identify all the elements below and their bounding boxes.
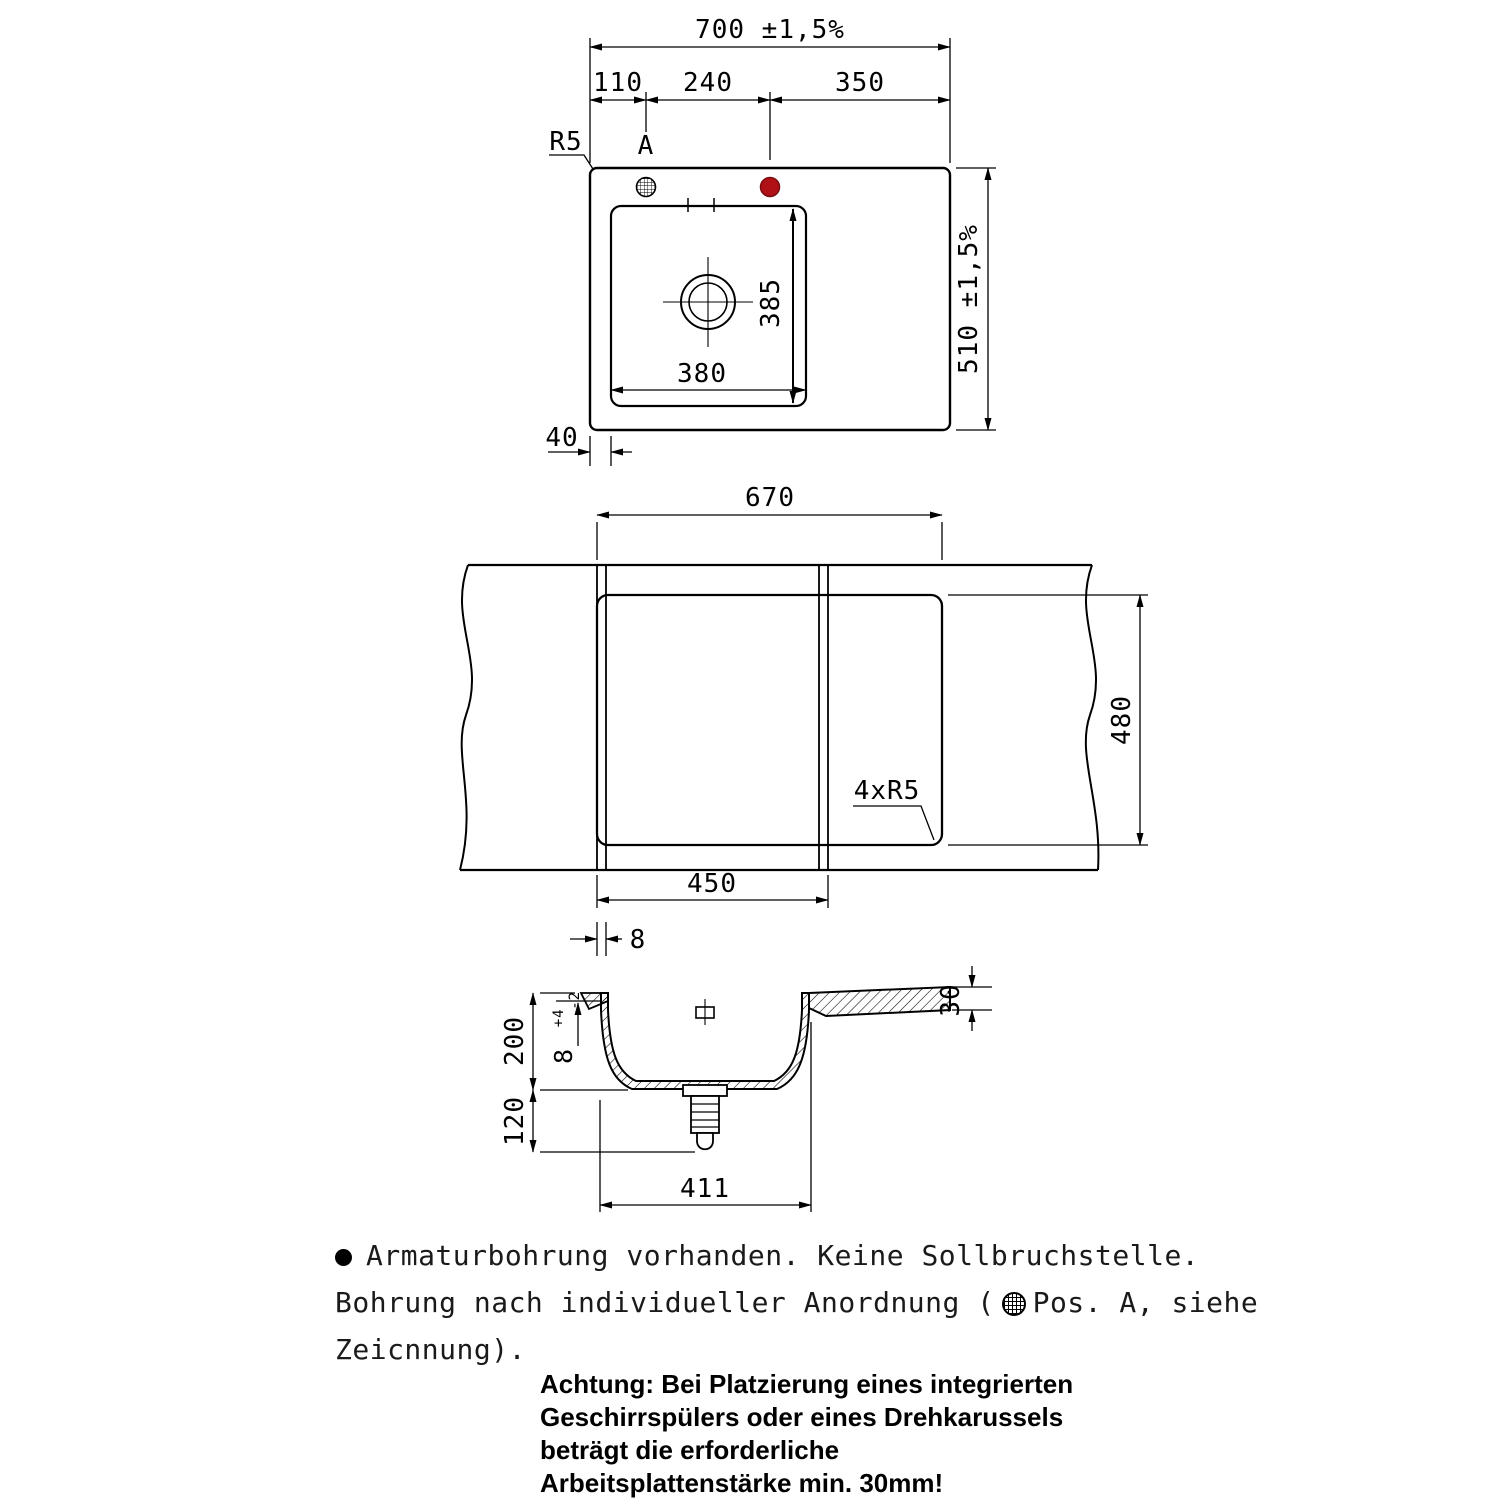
bowl-section-lines xyxy=(597,565,828,870)
note1-line2-pre: Bohrung nach individueller Anordnung ( xyxy=(335,1286,995,1319)
dim-8-reveal-label: 8 xyxy=(629,925,647,955)
dim-670-label: 670 xyxy=(745,483,795,513)
dim-380-label: 380 xyxy=(677,359,727,389)
dim-385-label: 385 xyxy=(756,278,786,328)
note1-line2-post: Pos. A, siehe xyxy=(1032,1286,1259,1319)
top-view xyxy=(545,15,996,466)
faucet-hole-section xyxy=(696,999,714,1025)
dim-rim-tol-minus: -2 xyxy=(567,990,583,1010)
note2-line4: Arbeitsplattenstärke min. 30mm! xyxy=(540,1468,944,1498)
dim-40-label: 40 xyxy=(545,423,579,453)
r5-label: R5 xyxy=(549,127,583,157)
pos-a-label: A xyxy=(637,131,655,161)
r5-leader xyxy=(549,155,593,169)
bullet-icon xyxy=(335,1249,352,1266)
dim-411-label: 411 xyxy=(680,1174,730,1204)
dim-120-label: 120 xyxy=(500,1096,530,1146)
pos-a-hole-icon xyxy=(637,178,656,197)
dim-rim-tol-plus: +4 xyxy=(551,1008,567,1028)
dim-700-label: 700 ±1,5% xyxy=(695,15,845,45)
dim-rim-8-label xyxy=(540,991,583,1064)
section-view xyxy=(500,966,992,1212)
dim-200-label: 200 xyxy=(500,1016,530,1066)
dim-rim-value: 8 xyxy=(549,1047,578,1064)
dim-480-label: 480 xyxy=(1107,695,1137,745)
break-line-left xyxy=(460,565,472,870)
dim-510-label: 510 ±1,5% xyxy=(954,224,984,374)
countertop-edges xyxy=(460,565,1098,870)
dim-240-label: 240 xyxy=(683,68,733,98)
note2-line2: Geschirrspülers oder eines Drehkarussels xyxy=(540,1402,1064,1432)
radius-leader xyxy=(853,806,934,840)
note-armaturbohrung xyxy=(335,1232,1259,1373)
dim-450-label: 450 xyxy=(687,869,737,899)
note2-line1: Achtung: Bei Platzierung eines integrierten xyxy=(540,1369,1074,1399)
cutout-view xyxy=(460,483,1148,956)
drainboard-section xyxy=(809,987,950,1016)
note2-line3: beträgt die erforderliche xyxy=(540,1435,840,1465)
cutout-outline xyxy=(597,595,942,845)
note-achtung xyxy=(540,1368,1100,1500)
drain-assembly xyxy=(683,1085,727,1149)
radius-4xr5-label: 4xR5 xyxy=(853,776,921,806)
pos-a-symbol-icon xyxy=(1002,1292,1026,1316)
top-view-dimension-lines xyxy=(548,38,996,466)
note1-line3: Zeicnnung). xyxy=(335,1333,526,1366)
dim-30-label: 30 xyxy=(936,983,966,1017)
note1-line1: Armaturbohrung vorhanden. Keine Sollbruchstelle. xyxy=(366,1239,1200,1272)
faucet-hole-icon xyxy=(761,178,780,197)
dim-350-label: 350 xyxy=(835,68,885,98)
dim-110-label: 110 xyxy=(593,68,643,98)
break-line-right xyxy=(1086,565,1099,870)
drain-crosshair xyxy=(663,257,753,347)
cutout-dimension-lines xyxy=(570,515,1148,956)
